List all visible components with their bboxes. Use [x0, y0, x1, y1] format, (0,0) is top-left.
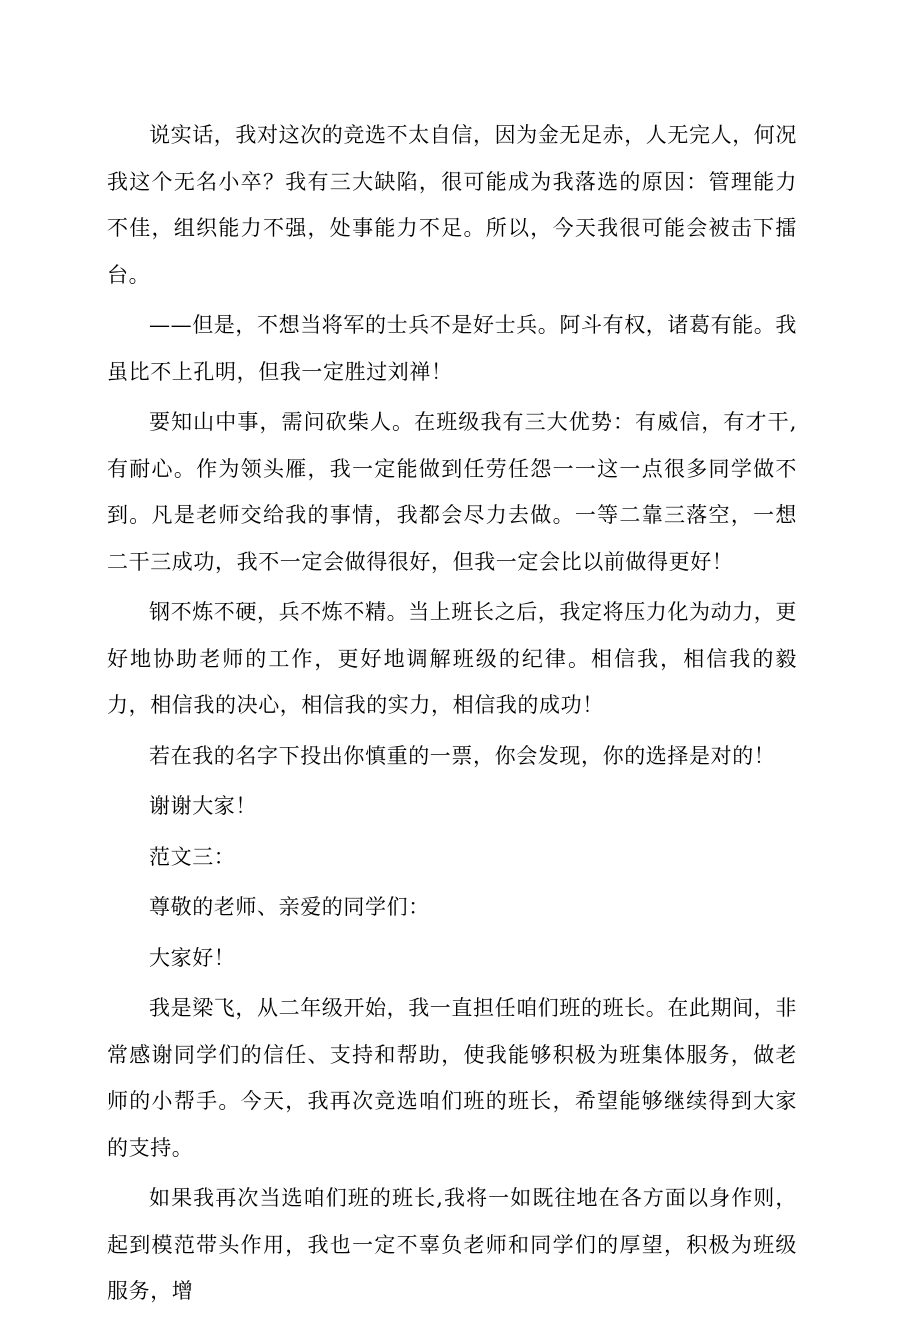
paragraph-1: 说实话，我对这次的竞选不太自信，因为金无足赤，人无完人，何况我这个无名小卒？我有三大缺陷，很可能成为我落选的原因：管理能力不佳，组织能力不强，处事能力不足。所以，今天我很可能会被击下擂台。	[107, 123, 797, 287]
section-heading: 范文三：	[149, 844, 236, 869]
paragraph-5: 若在我的名字下投出你慎重的一票，你会发现，你的选择是对的！	[149, 743, 776, 768]
salutation: 尊敬的老师、亲爱的同学们：	[149, 895, 430, 919]
paragraph-6: 谢谢大家！	[149, 794, 257, 818]
paragraph-4: 钢不炼不硬，兵不炼不精。当上班长之后，我定将压力化为动力，更好地协助老师的工作，更好地调解班级的纪律。相信我，相信我的毅力，相信我的决心，相信我的实力，相信我的成功！	[107, 600, 797, 717]
greeting: 大家好！	[149, 945, 236, 970]
paragraph-11: 如果我再次当选咱们班的班长,我将一如既往地在各方面以身作则，起到模范带头作用，我也一定不辜负老师和同学们的厚望，积极为班级服务，增	[107, 1186, 797, 1303]
document-body	[107, 112, 797, 1319]
paragraph-3: 要知山中事，需问砍柴人。在班级我有三大优势：有威信，有才干,有耐心。作为领头雁，我一定能做到任劳任怨一一这一点很多同学做不到。凡是老师交给我的事情，我都会尽力去做。一等二靠三落空，一想二干三成功，我不一定会做得很好，但我一定会比以前做得更好！	[107, 410, 797, 574]
paragraph-2: ——但是，不想当将军的士兵不是好士兵。阿斗有权，诸葛有能。我虽比不上孔明，但我一定胜过刘禅！	[107, 313, 797, 384]
paragraph-10: 我是梁飞，从二年级开始，我一直担任咱们班的班长。在此期间，非常感谢同学们的信任、支持和帮助，使我能够积极为班集体服务，做老师的小帮手。今天，我再次竞选咱们班的班长，希望能够继续得到大家的支持。	[107, 996, 797, 1160]
